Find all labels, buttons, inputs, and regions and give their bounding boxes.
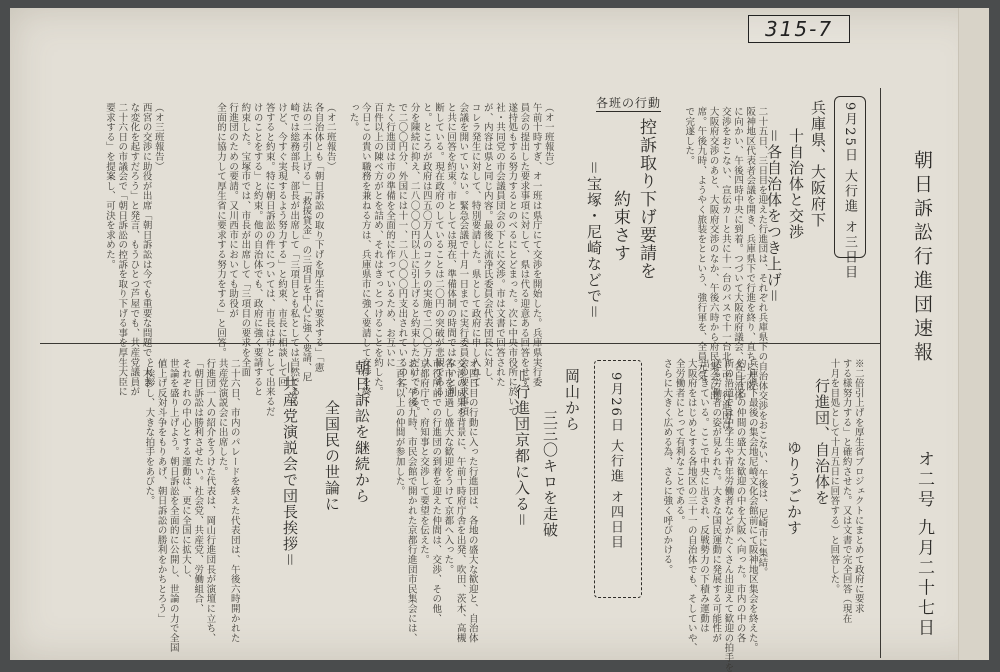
- story4-headline1: 岡山から: [563, 368, 581, 432]
- story3-line: 大阪府をはじめとする各地区の三十一の自治体でも、そしていや、: [685, 358, 697, 653]
- report1-line: 員会の提出した要求事項に対して、県は代る迎意ある回答をせず、: [518, 102, 530, 397]
- story1-p3: に向かい、午後四時中央に到着。つづいて大阪府府議会、各自治体: [732, 106, 744, 401]
- report3-label: （オ三班報告）: [152, 102, 164, 172]
- story3-line: 兵庫県下最後の集会地尼崎文化会館前にて阪神地区集会を終えた。: [746, 358, 758, 653]
- report1-line: 遂持処もする努力するとのべるにとどまった。次に中央市役所に於いて、: [506, 102, 518, 427]
- story3-body: [661, 352, 770, 672]
- story3-line: 全労働者にとって有利なことである。: [673, 358, 685, 526]
- report1-line: 百件以上の陳べ方がとを詰め、それはきっとつけることを約した。: [371, 102, 383, 397]
- story2-report2: [188, 96, 348, 417]
- report3-line: 要求する」を提案し、可決を求めた。: [103, 102, 115, 270]
- report2-line: けど、今すぐ実現するよう努力する」と約束、市長に相談して回: [275, 102, 287, 387]
- report2-line: 約束した。宝塚市では、市長が出席して「三項目の要求を全面: [239, 102, 251, 378]
- report1-line: で二〇〇円分、外国には十一、二八〇〇〇円支出されているのに、: [396, 102, 408, 397]
- story1-p7: で完遂した。: [683, 106, 695, 166]
- story5-headline2: 全国民の世論に: [323, 400, 341, 512]
- story4-line: おり、午後九時、市民会館で開かれた京都行進団市民集会には、: [405, 358, 417, 643]
- story5-line: 二十六日、市内のパレードを終えた代表団は、午後六時開かれた: [228, 358, 240, 643]
- report3-line: な変化を起すだろう」と発言、もうひとつ芦屋でも、共産党議員が: [128, 102, 140, 397]
- masthead-divider: [880, 88, 881, 658]
- story1-p2: 阪神地区代表者会議を開き、兵庫県下で行進を終り、直ちに大阪: [744, 106, 756, 391]
- story5-line: 行進団一人の紹介をうけた代表は、岡山行進団長が演壇に立ち、: [204, 358, 216, 643]
- story4-line: 交渉の成果を背景に、午前十時府庁舎を出発、吹田、茨木、高槻: [454, 358, 466, 643]
- story4-line: 各市を通過し盛大な歓迎をうけて京都へ入った。: [442, 358, 454, 575]
- story2-headline1: 控訴取り下げ要請を: [636, 118, 656, 280]
- note-line: する様努力する」と確約させた。又は文書で完全回答（現在: [840, 358, 852, 624]
- story4-line: 京都府庁で、府知事と交渉して要望を伝えた。: [417, 358, 429, 565]
- report1-line: たく行進団は市の準備を全面的に作っているため、お互いに: [384, 102, 396, 368]
- report2-line: けのことをする」と約束。他の自治体でも、政府に強く要請すると: [251, 102, 263, 397]
- story4-body: [388, 352, 490, 643]
- report2-line: 行進団のための要請。又川西市においても助役が: [227, 102, 239, 319]
- story3-line: 出てきている。ここで中央に出され、反戦勢力の下積み運動は: [697, 358, 709, 634]
- story3-headline2: ゆりうごかす: [785, 440, 803, 536]
- story3-note: [828, 352, 876, 624]
- report2-line: 全面的に協力して厚生省に要求する努力をする」と回答。: [214, 102, 226, 358]
- story2-headline2: 約束さす: [610, 190, 630, 262]
- note-line: 十月を目処として十月五日に回答する）と回答した。: [828, 358, 840, 594]
- story5-line: それぞれの中心とする運動は、更に全国に拡大し、: [179, 358, 191, 585]
- report1-line: 断している。現在政府のしていることは二〇円の突破が悲観である: [432, 102, 444, 397]
- story3-line: さらに大きく広める為、さらに強く呼びかける。: [661, 358, 673, 575]
- story3-headline1: 行進団、自治体を: [813, 378, 831, 506]
- story1-p5: 大阪府交渉のあと、大阪府交渉のなか、午後六時から府民集会に出: [707, 106, 719, 401]
- story1-p4: 交渉をおこない、宣伝カーと共に十一台のバスで十一台北上中。行進団は、: [719, 106, 731, 440]
- story1-headline2: 十自治体と交渉: [787, 128, 805, 240]
- story2-report3: [46, 96, 176, 397]
- report2-line: 法の二本引上げる」「救援貸金」の三項目を中心に強く要請、尼: [300, 102, 312, 383]
- story4-line: 市役所前での行進団の到着を迎えた仲間は、交渉、その他、: [430, 358, 442, 624]
- report1-line: と。ところが政府は四五〇万人のコクラの実施で二〇〇万人: [420, 102, 432, 368]
- report2-line: 崎では総務部長、部長が出席して「三項目とも私としては当然である: [288, 102, 300, 407]
- adjacent-page-edge: [958, 8, 989, 660]
- report2-line: 答すると約束。特に朝日訴訟の件については、市長は市として出来るだ: [263, 102, 275, 417]
- handwritten-code: 315-7: [748, 15, 850, 43]
- report1-line: 社・共同党の市会議員団会の下とに交渉。市は文書で回答された: [493, 102, 505, 387]
- story5-line: 共産党演説会に出席した。: [216, 358, 228, 477]
- report1-line: 会議を開いていない。緊急会議で十月一日までに実行委員会の要求事項: [457, 102, 469, 417]
- story2-headline3: ＝宝塚・尼崎などで＝: [585, 160, 603, 321]
- masthead-title: 朝日訴訟行進団速報: [911, 150, 933, 366]
- report1-line: 分を陳続に抑え、二八〇〇〇円以上に引上げると約束しただけである。: [408, 102, 420, 417]
- story1-p1: 二十五日、三日目を迎えた行進団は、それぞれ兵庫県下の自治体交渉をおこない、午後は、尼崎市に集結。: [756, 106, 768, 578]
- story1-p6: 席。午後九時、ようやく旅装をとという、強行軍を、全員元気: [695, 106, 707, 382]
- report3-line: 二十六日の市議会で「朝日訴訟の控訴を取り下げる事を厚生大臣に: [116, 102, 128, 397]
- note-line: ※二倍引上げを厚生省プロジェクトにまとめて政府に要求: [852, 358, 864, 614]
- report1-line: が、内容は県と同じ内容。最後に流浄氏委員会代表団長に対し、: [481, 102, 493, 387]
- story4-headline2: 三三〇キロを走破: [541, 410, 559, 538]
- section-label: 各班の行動: [596, 96, 662, 110]
- report1-line: 午前十時すぎ、オ一班は県庁にて交渉を開始した。兵庫県実行委: [530, 102, 542, 387]
- story4-headline3: ＝行進団京都に入る＝: [513, 368, 531, 529]
- report1-label: （オ一班報告）: [542, 102, 554, 172]
- story3-line: 約二千名の仲間の盛大な歓迎の中を大阪へ向った。市内の中の各: [734, 358, 746, 643]
- story1-headline3: ＝各自治体をつき上げ＝: [765, 128, 783, 305]
- story4-line: 二百名以上の仲間が参加した。: [393, 358, 405, 496]
- report1-line: コレラ発生に対して、特別要請した。県として政府に申し入れて: [469, 102, 481, 387]
- report1-line: った。: [347, 102, 359, 133]
- story5-headline1: 朝日訴訟を継続から: [353, 360, 371, 504]
- story5-line: と挨拶し、大きな拍手をあびた。: [143, 358, 155, 506]
- issue-date: オ二号 九月二十七日: [914, 450, 934, 639]
- report2-label: （オ二班報告）: [324, 102, 336, 172]
- story5-line: 値上げ反対斗争をもりあげ、朝日訴訟の勝利をかちとろう」: [155, 358, 167, 624]
- story4-dateline: 9月26日 大行進 オ四日目: [608, 372, 623, 551]
- story3-line: 送る労働者の姿が見られた。大きな国民運動に発展する可能性が: [710, 358, 722, 643]
- story1-dateline: 9月25日 大行進 オ三日目: [842, 102, 857, 281]
- story1-headline1: 兵庫県、大阪府下: [809, 100, 827, 228]
- report2-line: 各自治体とも「朝日訴訟の取り下げを厚生省に要求する」「憲: [312, 102, 324, 373]
- report3-line: 西宮の交渉に助役が出席「朝日訴訟は今でも重要な問題で、大き: [140, 102, 152, 387]
- report1-line: 今日この貴い職務を兼ねる方は、兵庫県市に強く要請して交渉を終: [359, 102, 371, 397]
- story5-line: 世論を盛り上げよう。朝日訴訟を全面的に公開し、世論の力で全国: [167, 358, 179, 653]
- report1-line: と共に回答を約束。市としては現在、準備体制の時間ではないと判: [445, 102, 457, 397]
- story5-headline3: ＝共産党演説会で団長挨拶＝: [281, 360, 299, 569]
- story3-line: 所の沿道では中学生や青年労働者などがたくさん出迎えて歓迎の拍手を: [722, 358, 734, 672]
- story5-line: 「朝日訴訟は勝利させたい。社会党、共産党、労働組合、: [192, 358, 204, 614]
- story5-body: [143, 352, 252, 653]
- story4-line: オ四日目の行動に入った行進団は、各地の盛大な歓迎と、自治体: [466, 358, 478, 643]
